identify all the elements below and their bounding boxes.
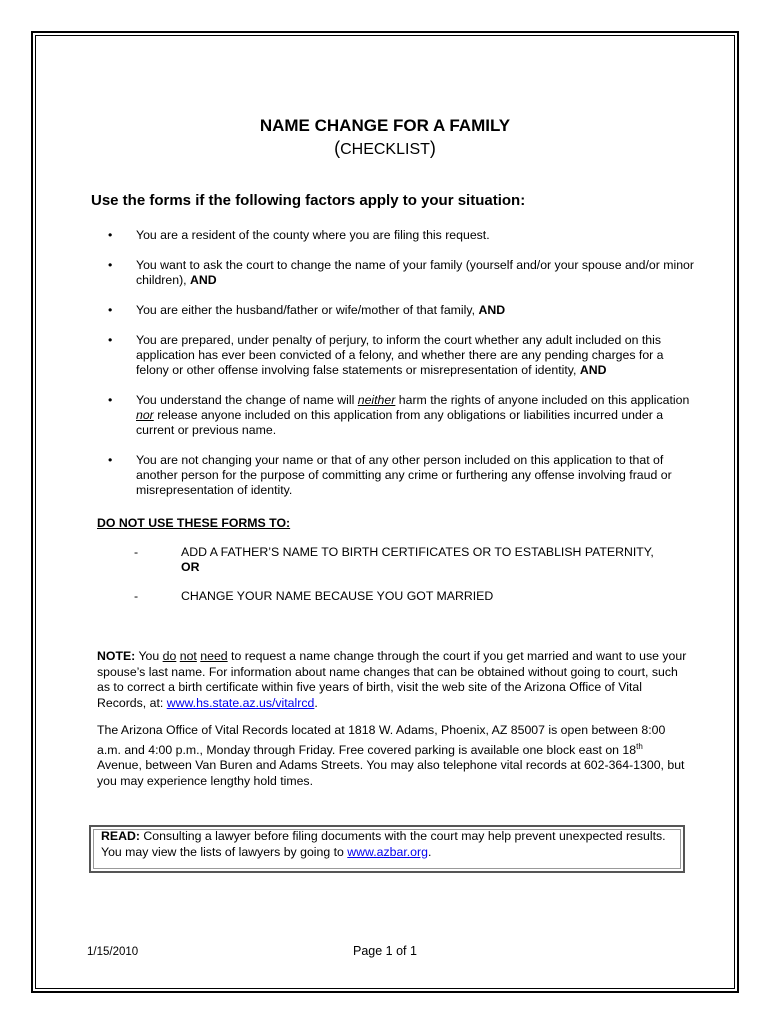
- read-box-text: READ: Consulting a lawyer before filing documents with the court may help prevent unexpected results. You may view the lists of lawyers by going to www.azbar.org.: [101, 829, 666, 859]
- footer-page-number: Page 1 of 1: [353, 944, 417, 958]
- footer-date: 1/15/2010: [87, 946, 139, 958]
- dash-icon: -: [134, 589, 139, 603]
- list-item: • You are not changing your name or that of any other person included on this application to that of another person for the purpose of committing any crime or furthering any offense involving fraud or misrepresentation of identity.: [108, 453, 672, 497]
- list-item: • You want to ask the court to change the name of your family (yourself and/or your spouse and/or minor children), AND: [108, 258, 694, 287]
- note-paragraph: NOTE: You do not need to request a name change through the court if you get married and want to use your spouse’s last name. For information about name changes that can be obtained without going to court, such as to correct a birth certificate within five years of birth, visit the web site of the Arizona Office of Vital Records, at: www.hs.state.az.us/vitalrcd.: [97, 649, 687, 710]
- bullet-icon: •: [108, 228, 113, 242]
- factor-list: [108, 228, 698, 513]
- bullet-icon: •: [108, 453, 113, 467]
- list-item: • You are either the husband/father or wife/mother of that family, AND: [108, 303, 506, 317]
- document-subtitle: (CHECKLIST): [334, 138, 436, 158]
- vital-records-link[interactable]: www.hs.state.az.us/vitalrcd: [166, 695, 315, 710]
- dash-icon: -: [134, 545, 139, 559]
- bullet-icon: •: [108, 393, 113, 407]
- section-heading: Use the forms if the following factors apply to your situation:: [91, 192, 526, 209]
- do-not-use-heading: DO NOT USE THESE FORMS TO:: [97, 516, 291, 530]
- list-item: • You understand the change of name will neither harm the rights of anyone included on this application nor release anyone included on this application from any obligations or liabilities incurred under a current or previous name.: [108, 393, 690, 437]
- vital-records-paragraph: The Arizona Office of Vital Records located at 1818 W. Adams, Phoenix, AZ 85007 is open between 8:00 a.m. and 4:00 p.m., Monday through Friday. Free covered parking is available one block east on 18th Avenue, between Van Buren and Adams Streets. You may also telephone vital records at 602-364-1300, but you may experience lengthy hold times.: [97, 723, 685, 788]
- bullet-icon: •: [108, 333, 113, 347]
- document-title: NAME CHANGE FOR A FAMILY: [259, 116, 511, 135]
- list-item: • You are a resident of the county where you are filing this request.: [108, 228, 490, 242]
- azbar-link[interactable]: www.azbar.org: [347, 844, 428, 859]
- list-item: • You are prepared, under penalty of perjury, to inform the court whether any adult included on this application has ever been convicted of a felony, and whether there are any pending charges for a felony or other offense involving false statements or misrepresentation of identity, AND: [108, 333, 664, 377]
- bullet-icon: •: [108, 303, 113, 317]
- bullet-icon: •: [108, 258, 113, 272]
